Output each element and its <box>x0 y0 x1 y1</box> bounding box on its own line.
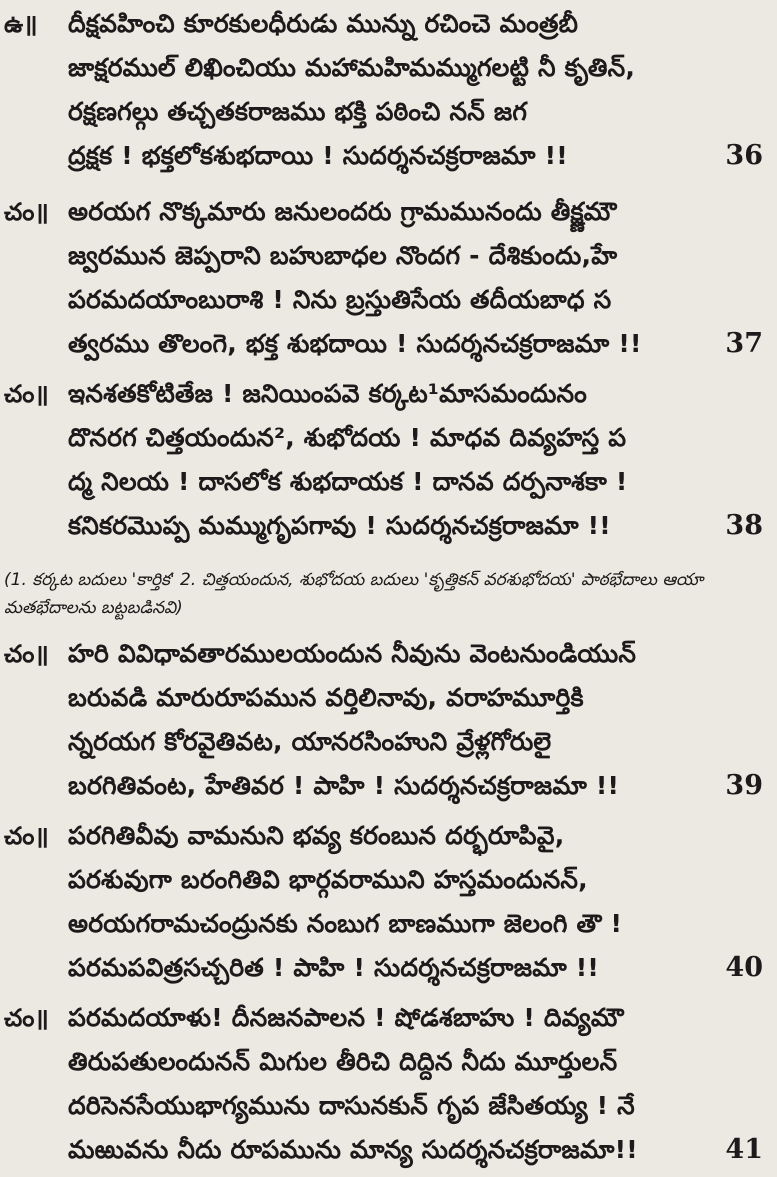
meter-marker: చం॥ <box>4 1004 49 1032</box>
verse-number: 38 <box>725 510 763 541</box>
verse-line: దీక్షవహించి కూరకులధీరుడు మున్ను రచించె మంత్రబీ <box>68 9 579 38</box>
verse-line: బరగితివంట, హేతివర ! పాహి ! సుదర్శనచక్రరాజమా !! <box>68 771 620 800</box>
verse-line: త్వరము తొలంగె, భక్త శుభదాయి ! సుదర్శనచక్రరాజమా !! <box>68 329 642 358</box>
verse-line: ద్రక్షక ! భక్తలోకశుభదాయి ! సుదర్శనచక్రరాజమా !! <box>68 141 568 170</box>
verse-line: పరమదయాంబురాశి ! నిను బ్రస్తుతిసేయ తదీయబాధ స <box>68 285 612 314</box>
verse-number: 41 <box>725 1134 763 1165</box>
verse-line: దొనరగ చిత్తయందున², శుభోదయ ! మాధవ దివ్యహస్త ప <box>68 423 627 452</box>
verse-number: 40 <box>725 952 763 983</box>
verse-line: పరగితివీవు వామనుని భవ్య కరంబున దర్భరూపివై, <box>68 821 565 850</box>
verse-line: ద్మ నిలయ ! దాసలోక శుభదాయక ! దానవ దర్పనాశకా ! <box>68 467 628 496</box>
verse-line: ఇనశతకోటితేజ ! జనియింపవె కర్కట¹మాసమందునం <box>68 379 587 408</box>
verse-line: మఱువను నీదు రూపమును మాన్య సుదర్శనచక్రరాజమా!! <box>68 1135 638 1164</box>
verse-number: 37 <box>725 328 763 359</box>
meter-marker: చం॥ <box>4 380 49 408</box>
verse-line: పరశువుగా బరంగితివి భార్గవరాముని హస్తమందునన్, <box>68 865 588 894</box>
verse-line: బరువడి మారురూపమున వర్తిలినావు, వరాహమూర్తికి <box>68 683 584 712</box>
verse-number: 39 <box>725 770 763 801</box>
meter-marker: ఉ॥ <box>4 10 38 38</box>
meter-marker: చం॥ <box>4 640 49 668</box>
verse-line: రక్షణగల్గు తచ్చతకరాజము భక్తి పఠించి నన్ జగ <box>68 97 528 126</box>
verse-line: అరయగరామచంద్రునకు నంబుగ బాణముగా జెలంగి తౌ ! <box>68 909 623 938</box>
meter-marker: చం॥ <box>4 822 49 850</box>
verse-line: తిరుపతులందునన్ మిగుల తీరిచి దిద్దిన నీదు మూర్తులన్ <box>68 1047 618 1076</box>
verse-line: దరిసెనసేయుభాగ్యమును దాసునకున్ గృప జేసితయ్య ! నే <box>68 1091 635 1120</box>
meter-marker: చం॥ <box>4 198 49 226</box>
verse-line: అరయగ నొక్కమారు జనులందరు గ్రామమునందు తీక్ష్ణమౌ <box>68 197 617 226</box>
verse-line: న్నరయగ కోరవైతివట, యానరసింహుని వ్రేళ్లగోరులై <box>68 727 552 756</box>
verse-line: జాక్షరముల్ లిఖించియు మహామహిమమ్ముగలట్టి నీ కృతిన్, <box>68 53 636 82</box>
verse-line: జ్వరమున జెప్పరాని బహుబాధల నొందగ - దేశికుందు,హే <box>68 241 618 270</box>
verse-number: 36 <box>725 140 763 171</box>
footnote: (1. కర్కట బదులు 'కార్తిక' 2. చిత్తయందున, శుభోదయ బదులు 'కృత్తికన్ వరశుభోదయ' పాఠభేదాలు ఆయా మతభేదాలను బట్టబడినవి) <box>4 570 704 618</box>
verse-line: హరి వివిధావతారములయందున నీవును వెంటనుండియున్ <box>68 639 637 668</box>
verse-line: పరమపవిత్రసచ్చరిత ! పాహి ! సుదర్శనచక్రరాజమా !! <box>68 953 600 982</box>
verse-line: కనికరమొప్ప మమ్ముగృపగావు ! సుదర్శనచక్రరాజమా !! <box>68 511 611 540</box>
verse-line: పరమదయాళు! దీనజనపాలన ! షోడశబాహు ! దివ్యమౌ <box>68 1003 624 1032</box>
